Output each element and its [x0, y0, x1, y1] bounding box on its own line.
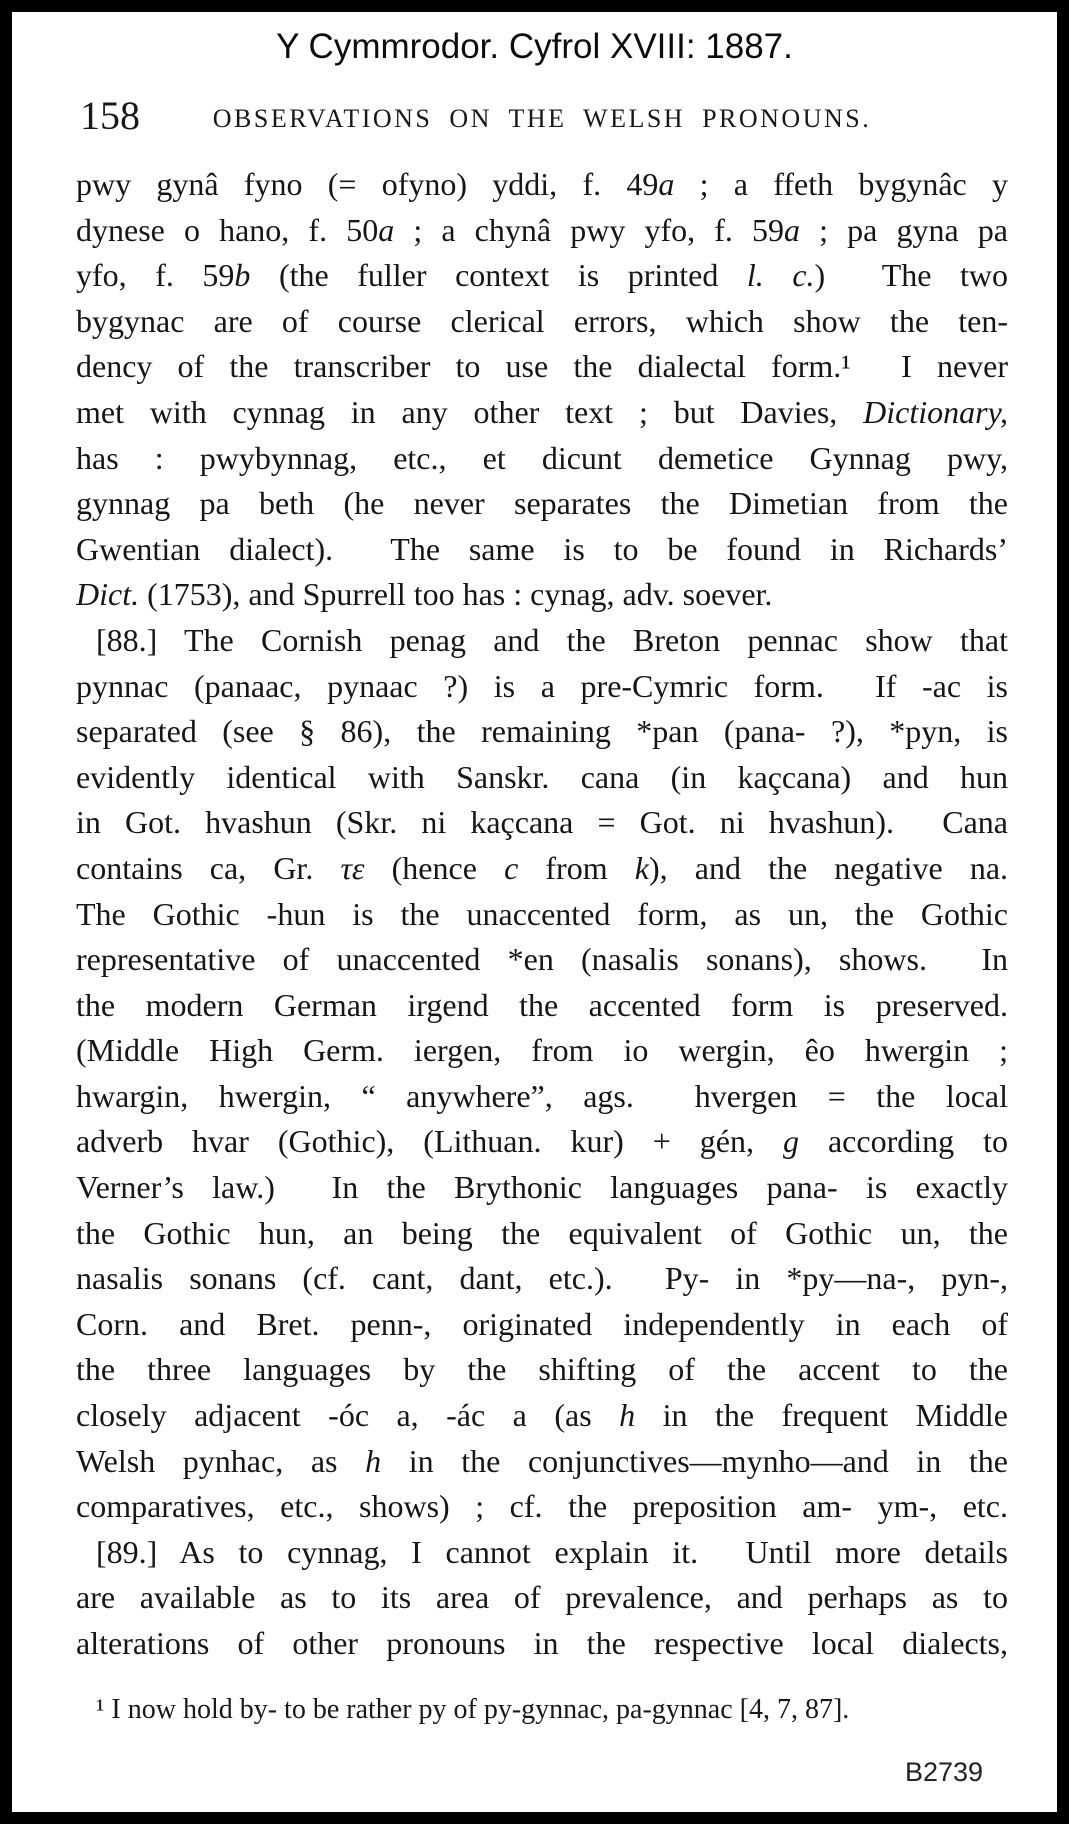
body-text-line: pynnac (panaac, pynaac ?) is a pre-Cymric form. If -ac is	[76, 667, 1008, 704]
body-text-line: the three languages by the shifting of the accent to the	[76, 1351, 1008, 1388]
body-text-line: nasalis sonans (cf. cant, dant, etc.). Py- in *py—na-, pyn-,	[76, 1260, 1008, 1297]
body-text-line: the modern German irgend the accented form is preserved.	[76, 986, 1008, 1023]
body-text-line: dency of the transcriber to use the dialectal form.¹ I never	[76, 348, 1008, 385]
body-text-line: dynese o hano, f. 50a ; a chynâ pwy yfo, f. 59a ; pa gyna pa	[76, 211, 1008, 248]
page-number: 158	[80, 93, 140, 138]
body-text-line: the Gothic hun, an being the equivalent of Gothic un, the	[76, 1214, 1008, 1251]
body-text-line: [89.] As to cynnag, I cannot explain it. Until more details	[96, 1533, 1008, 1570]
body-text-line: hwargin, hwergin, “ anywhere”, ags. hvergen = the local	[76, 1077, 1008, 1114]
body-text-line: alterations of other pronouns in the respective local dialects,	[76, 1625, 1008, 1661]
body-text-line: adverb hvar (Gothic), (Lithuan. kur) + gén, g according to	[76, 1123, 1008, 1160]
catalog-mark: B2739	[905, 1757, 984, 1787]
running-head: OBSERVATIONS ON THE WELSH PRONOUNS.	[212, 104, 872, 133]
body-text-line: has : pwybynnag, etc., et dicunt demetice Gynnag pwy,	[76, 439, 1008, 476]
body-text-line: gynnag pa beth (he never separates the Dimetian from the	[76, 485, 1008, 522]
body-text-line: separated (see § 86), the remaining *pan (pana- ?), *pyn, is	[76, 713, 1008, 750]
body-text-line: The Gothic -hun is the unaccented form, as un, the Gothic	[76, 895, 1008, 932]
body-text-line: evidently identical with Sanskr. cana (in kaçcana) and hun	[76, 758, 1008, 795]
body-text-line: Corn. and Bret. penn-, originated independently in each of	[76, 1305, 1008, 1342]
body-text-line: comparatives, etc., shows) ; cf. the preposition am- ym-, etc.	[76, 1488, 1008, 1525]
body-text-line: representative of unaccented *en (nasalis sonans), shows. In	[76, 941, 1008, 978]
page	[12, 12, 1057, 1812]
body-text	[76, 162, 1008, 1667]
body-text-line: closely adjacent -óc a, -ác a (as h in the frequent Middle	[76, 1397, 1008, 1434]
body-text-line: Verner’s law.) In the Brythonic languages pana- is exactly	[76, 1169, 1008, 1206]
footnote: ¹ I now hold by- to be rather py of py-gynnac, pa-gynnac [4, 7, 87].	[96, 1694, 850, 1725]
body-text-line: (Middle High Germ. iergen, from io wergin, êo hwergin ;	[76, 1032, 1008, 1069]
body-text-line: Dict. (1753), and Spurrell too has : cynag, adv. soever.	[76, 576, 773, 613]
body-text-line: Gwentian dialect). The same is to be found in Richards’	[76, 530, 1008, 567]
body-text-line: contains ca, Gr. τε (hence c from k), and the negative na.	[76, 849, 1008, 886]
body-text-line: [88.] The Cornish penag and the Breton pennac show that	[96, 621, 1008, 658]
body-text-line: are available as to its area of prevalence, and perhaps as to	[76, 1579, 1008, 1616]
body-text-line: in Got. hvashun (Skr. ni kaçcana = Got. ni hvashun). Cana	[76, 804, 1008, 841]
body-text-line: pwy gynâ fyno (= ofyno) yddi, f. 49a ; a ffeth bygynâc y	[76, 166, 1008, 202]
body-text-line: bygynac are of course clerical errors, which show the ten-	[76, 302, 1008, 339]
volume-header: Y Cymmrodor. Cyfrol XVIII: 1887.	[276, 27, 793, 66]
body-text-line: met with cynnag in any other text ; but Davies, Dictionary,	[76, 393, 1008, 430]
body-text-line: Welsh pynhac, as h in the conjunctives—mynho—and in the	[76, 1442, 1008, 1479]
body-text-line: yfo, f. 59b (the fuller context is printed l. c.) The two	[76, 257, 1008, 294]
